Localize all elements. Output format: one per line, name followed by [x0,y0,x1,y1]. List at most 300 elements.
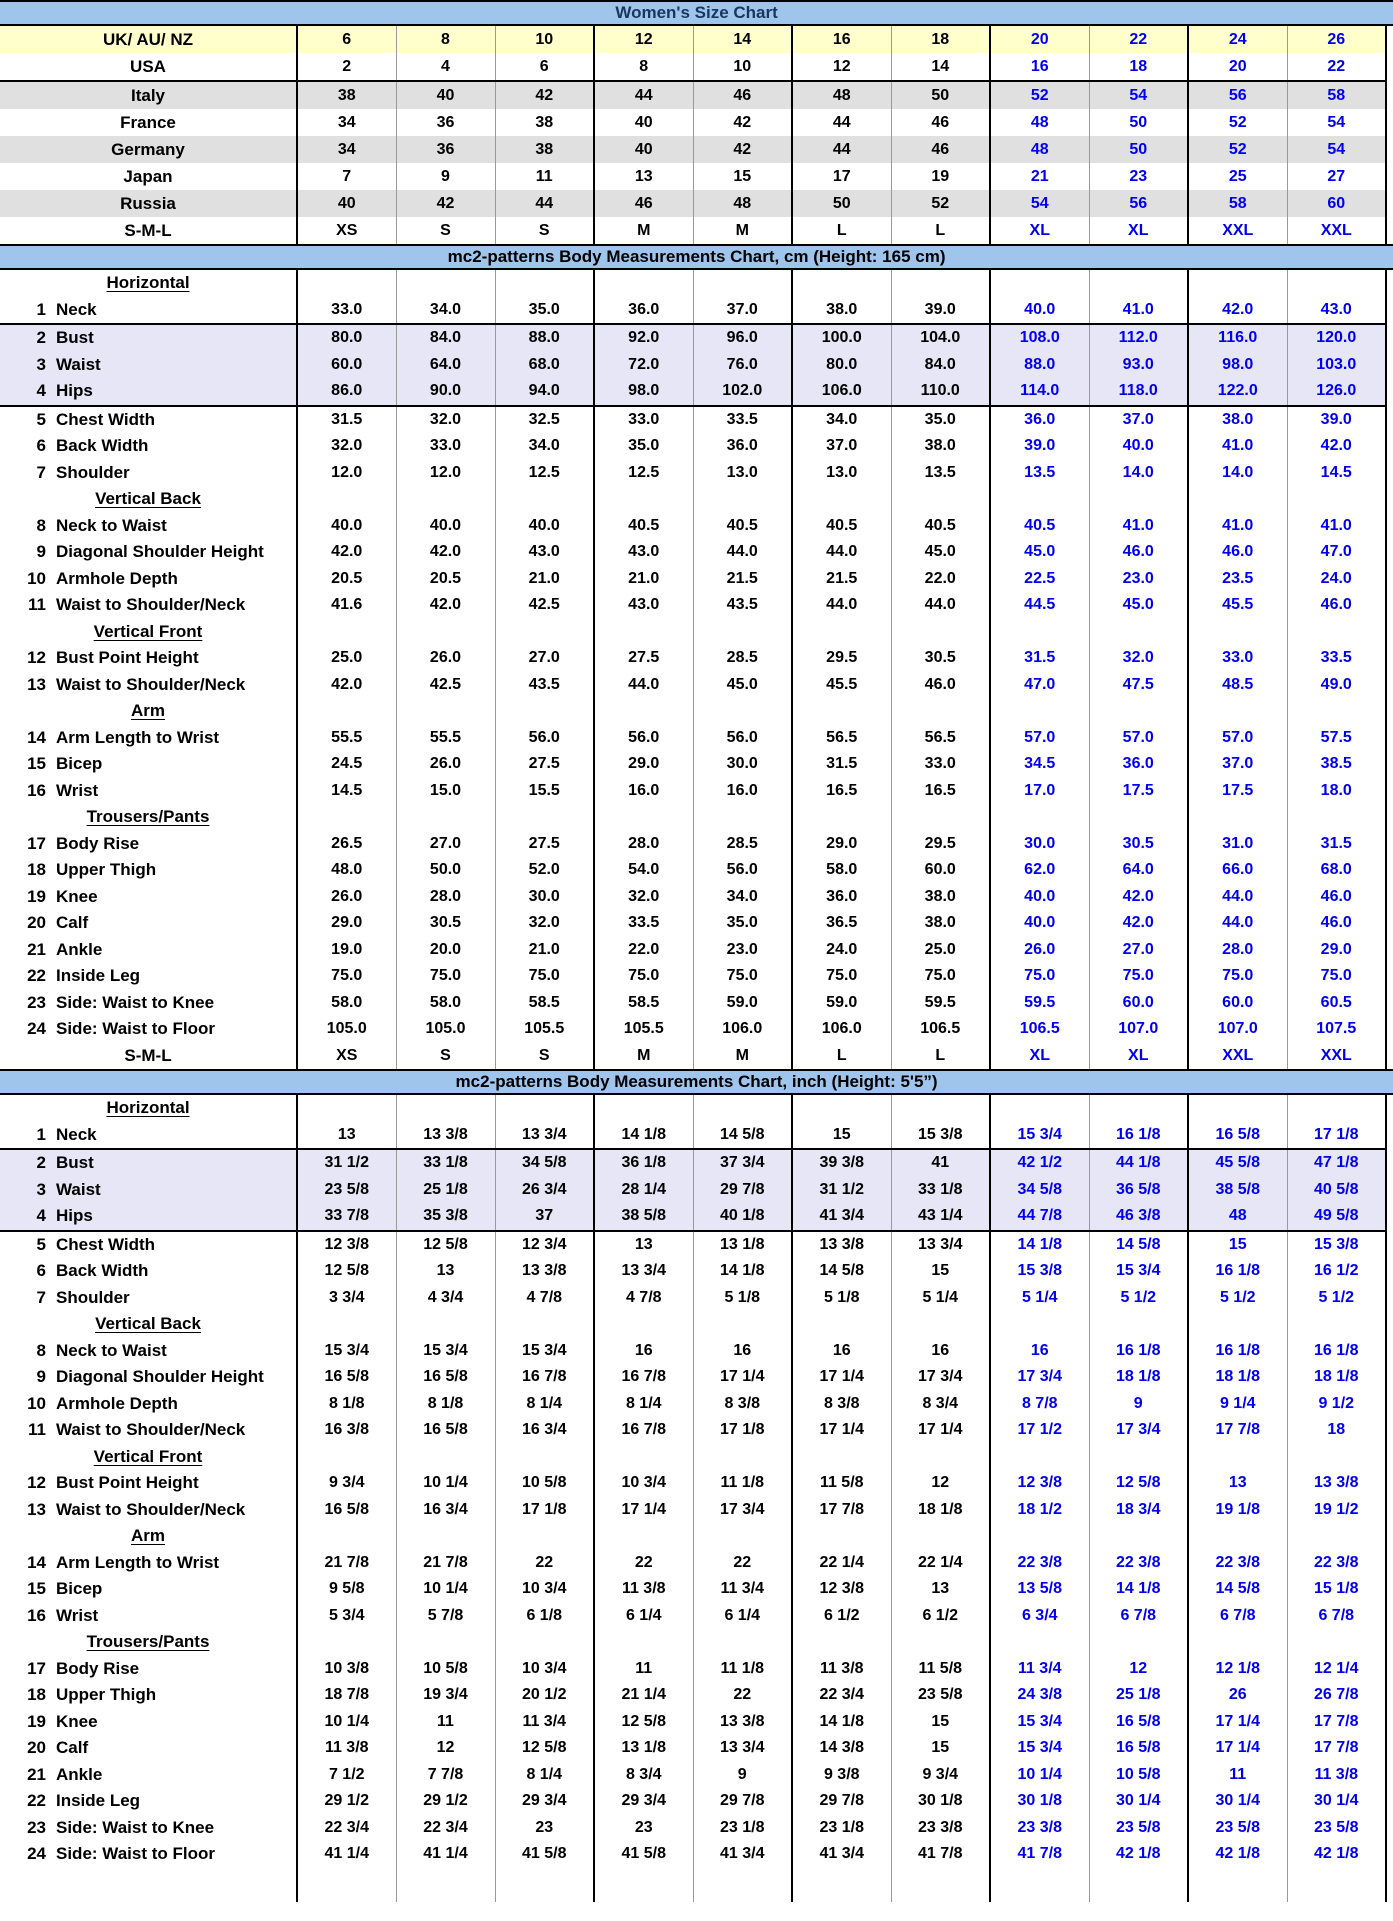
table-cell: 13 3/4 [594,1258,693,1285]
table-cell [1287,269,1386,297]
table-cell: 41 1/4 [396,1841,495,1868]
table-cell: 60.0 [891,857,990,884]
table-cell: 44 [792,136,891,163]
table-cell: 30.0 [990,831,1089,858]
table-cell: 22 3/8 [1089,1550,1188,1577]
table-cell: 33.0 [891,751,990,778]
table-cell [693,804,792,831]
table-cell: 29.0 [792,831,891,858]
table-cell: XXL [1188,1043,1287,1071]
table-cell: 42.0 [1089,884,1188,911]
table-cell [594,1444,693,1471]
row-number: 16 [27,780,46,800]
table-cell: 32.5 [495,406,594,434]
table-cell: 14 3/8 [792,1735,891,1762]
table-cell: 26.5 [297,831,396,858]
table-cell: 6 [495,53,594,81]
table-cell: 44 7/8 [990,1203,1089,1231]
table-cell [990,698,1089,725]
edge-cell [1386,1364,1393,1391]
table-cell: 52 [990,81,1089,109]
table-cell [396,486,495,513]
table-cell: 100.0 [792,324,891,352]
table-cell: 12 5/8 [594,1709,693,1736]
section-heading: Vertical Front [93,621,203,641]
table-cell [1188,619,1287,646]
table-cell: 5 7/8 [396,1603,495,1630]
row-label-text: Bicep [56,754,103,774]
table-cell: 14.5 [1287,460,1386,487]
table-cell: 11 5/8 [891,1656,990,1683]
table-cell: XS [297,1043,396,1071]
table-cell [396,804,495,831]
edge-cell [1386,1470,1393,1497]
table-cell: 14 1/8 [792,1709,891,1736]
table-cell: 23 5/8 [1287,1815,1386,1842]
table-cell: 120.0 [1287,324,1386,352]
table-cell: 28 1/4 [594,1177,693,1204]
cm-measurement-row [0,324,1393,352]
table-cell: 29 7/8 [693,1177,792,1204]
border-stub-row [0,1868,1393,1902]
row-label-text: Calf [56,1738,89,1758]
table-cell: 36.0 [594,297,693,325]
edge-cell [1386,1311,1393,1338]
inch-measurement-row [0,1841,1393,1868]
cm-measurement-row [0,460,1393,487]
table-cell: 16 [990,53,1089,81]
table-cell: 80.0 [297,324,396,352]
inch-measurement-row [0,1149,1393,1177]
table-cell [297,698,396,725]
table-cell [594,1523,693,1550]
row-label-text: Calf [56,913,89,933]
table-cell: 55.5 [297,725,396,752]
table-cell: 40 [594,136,693,163]
edge-cell [1386,831,1393,858]
table-cell: 13 3/8 [792,1231,891,1259]
edge-cell [1386,378,1393,406]
row-label [0,1122,297,1150]
row-label [0,1762,297,1789]
table-cell [693,1094,792,1122]
table-cell: 36.0 [792,884,891,911]
group-heading-row [0,486,1393,513]
table-cell: 12 5/8 [396,1231,495,1259]
row-number: 15 [27,1579,46,1599]
table-cell: 21.0 [594,566,693,593]
table-cell: 80.0 [792,352,891,379]
table-cell: 30.0 [693,751,792,778]
row-number: 14 [27,1552,46,1572]
table-cell: 14 5/8 [1089,1231,1188,1259]
row-label [0,539,297,566]
table-cell: 42 1/2 [990,1149,1089,1177]
row-label-text: Armhole Depth [56,568,178,588]
row-label [0,619,297,646]
table-cell: 22 3/8 [1287,1550,1386,1577]
table-cell: 75.0 [891,963,990,990]
table-cell: 22 1/4 [792,1550,891,1577]
table-cell: 41.0 [1188,433,1287,460]
table-cell: 112.0 [1089,324,1188,352]
table-cell [891,269,990,297]
size-chart-body [0,1,1393,1902]
table-cell: 42.0 [1089,910,1188,937]
table-cell: 16.0 [693,778,792,805]
table-cell: 52.0 [495,857,594,884]
table-cell: 42.5 [396,672,495,699]
table-cell: 16 1/8 [1188,1338,1287,1365]
table-cell: 72.0 [594,352,693,379]
table-cell: 41 5/8 [495,1841,594,1868]
table-cell: 15 [792,1122,891,1150]
table-cell: 6 1/2 [792,1603,891,1630]
table-cell [297,486,396,513]
table-cell: 45 5/8 [1188,1149,1287,1177]
table-cell: 8 [594,53,693,81]
edge-cell [1386,1177,1393,1204]
table-cell: 13.0 [792,460,891,487]
table-cell: 17.0 [990,778,1089,805]
table-cell: 19.0 [297,937,396,964]
table-cell [495,1444,594,1471]
table-cell [1089,804,1188,831]
edge-cell [1386,963,1393,990]
row-number: 6 [36,1261,46,1281]
table-cell: 114.0 [990,378,1089,406]
table-cell: 2 [297,53,396,81]
row-label: Italy [0,81,297,109]
table-cell: 116.0 [1188,324,1287,352]
table-cell: 46.0 [1287,592,1386,619]
row-number: 23 [27,992,46,1012]
table-cell: 23 3/8 [990,1815,1089,1842]
table-cell: 56 [1188,81,1287,109]
row-label: S-M-L [0,217,297,245]
row-label [0,857,297,884]
edge-cell [1386,1203,1393,1231]
table-cell [297,804,396,831]
table-cell: 29.0 [594,751,693,778]
table-cell: 46.0 [1287,910,1386,937]
row-label-text: Diagonal Shoulder Height [56,542,264,562]
table-cell: 35.0 [891,406,990,434]
table-cell: 22.5 [990,566,1089,593]
cm-measurement-row [0,910,1393,937]
row-number: 2 [36,328,46,348]
table-cell: 20.0 [396,937,495,964]
table-cell: 43.0 [594,592,693,619]
table-cell [792,1523,891,1550]
table-cell: 76.0 [693,352,792,379]
table-cell [1287,1868,1386,1902]
table-cell: 64.0 [1089,857,1188,884]
table-cell: 28.5 [693,645,792,672]
table-cell [891,1094,990,1122]
row-label [0,1311,297,1338]
table-cell: 16 5/8 [1089,1735,1188,1762]
table-cell: 60.0 [1188,990,1287,1017]
table-cell: 17 7/8 [792,1497,891,1524]
cm-title-band [0,245,1393,269]
row-label-text: Diagonal Shoulder Height [56,1367,264,1387]
table-cell [1287,1523,1386,1550]
table-cell: XXL [1287,217,1386,245]
table-cell: 10 [693,53,792,81]
row-number: 2 [36,1153,46,1173]
table-cell [792,804,891,831]
edge-cell [1386,109,1393,136]
table-cell [396,269,495,297]
table-cell: 18 [1089,53,1188,81]
row-label: Japan [0,163,297,190]
table-cell: 41 7/8 [891,1841,990,1868]
table-cell: 41 7/8 [990,1841,1089,1868]
table-cell: 23 5/8 [1188,1815,1287,1842]
table-cell: 14 1/8 [1089,1576,1188,1603]
group-heading-row [0,269,1393,297]
row-label [0,1603,297,1630]
table-cell: 26.0 [297,884,396,911]
table-cell: 16 [792,25,891,53]
table-cell: 17 1/4 [891,1417,990,1444]
table-cell: 38.0 [891,910,990,937]
row-label [0,1788,297,1815]
table-cell: 23 3/8 [891,1815,990,1842]
table-cell: 9 1/2 [1287,1391,1386,1418]
table-cell: 44 1/8 [1089,1149,1188,1177]
table-cell: 25.0 [297,645,396,672]
edge-cell [1386,1550,1393,1577]
table-cell: 8 1/8 [396,1391,495,1418]
table-cell: 16 1/2 [1287,1258,1386,1285]
table-cell: 50 [1089,109,1188,136]
table-cell: 44.0 [792,592,891,619]
row-label [0,937,297,964]
cm-measurement-row [0,539,1393,566]
row-number: 21 [27,939,46,959]
edge-cell [1386,1122,1393,1150]
table-cell: 14 1/8 [594,1122,693,1150]
table-cell: 26.0 [990,937,1089,964]
table-cell: 27.0 [396,831,495,858]
table-cell: XL [1089,217,1188,245]
group-heading-row [0,1094,1393,1122]
conversion-row [0,190,1393,217]
table-cell: 9 5/8 [297,1576,396,1603]
row-label-text: Neck to Waist [56,1340,167,1360]
row-label [0,1391,297,1418]
table-cell [297,1444,396,1471]
row-label-text: Body Rise [56,833,140,853]
table-cell: 46 3/8 [1089,1203,1188,1231]
edge-cell [1386,25,1393,53]
table-cell: 75.0 [693,963,792,990]
table-cell: 14.0 [1089,460,1188,487]
row-number: 9 [36,542,46,562]
table-cell [1287,804,1386,831]
table-cell: 12 [792,53,891,81]
table-cell: 17.5 [1188,778,1287,805]
table-cell [1188,1629,1287,1656]
table-cell: 44.0 [792,539,891,566]
table-cell: 23 [594,1815,693,1842]
edge-cell [1386,1231,1393,1259]
edge-cell [1386,1815,1393,1842]
table-cell: 22.0 [594,937,693,964]
table-cell [396,1094,495,1122]
table-cell: 16 3/8 [297,1417,396,1444]
section-heading: Horizontal [106,1098,190,1118]
table-cell: 36 1/8 [594,1149,693,1177]
row-label: France [0,109,297,136]
table-cell [990,804,1089,831]
table-cell: 32.0 [1089,645,1188,672]
table-cell: 16 7/8 [594,1364,693,1391]
table-cell: 107.0 [1188,1016,1287,1043]
table-cell: 22.0 [891,566,990,593]
table-cell: 50 [1089,136,1188,163]
table-cell: 15 3/4 [990,1709,1089,1736]
table-cell: 21 1/4 [594,1682,693,1709]
table-cell: 10 1/4 [297,1709,396,1736]
table-cell: 105.5 [495,1016,594,1043]
table-cell: 11 3/4 [990,1656,1089,1683]
table-cell [792,269,891,297]
table-cell: 13 [594,1231,693,1259]
table-cell: 59.0 [792,990,891,1017]
table-cell: 57.0 [1089,725,1188,752]
row-label [0,725,297,752]
table-cell: 29 7/8 [693,1788,792,1815]
table-cell: 34.5 [990,751,1089,778]
table-cell: 50 [891,81,990,109]
table-cell: 6 1/2 [891,1603,990,1630]
table-cell [594,1311,693,1338]
section-heading: Vertical Back [95,489,201,509]
table-cell: 36.0 [1089,751,1188,778]
table-cell: 43.0 [495,539,594,566]
table-cell: 47.0 [1287,539,1386,566]
table-cell: 98.0 [594,378,693,406]
table-cell: 40.0 [396,513,495,540]
row-number: 7 [36,462,46,482]
inch-measurement-row [0,1231,1393,1259]
table-cell: 13.5 [990,460,1089,487]
table-cell: 26 [1188,1682,1287,1709]
table-cell: 6 1/4 [693,1603,792,1630]
table-cell: 30 1/4 [1089,1788,1188,1815]
table-cell: 45.5 [1188,592,1287,619]
table-cell: 75.0 [1089,963,1188,990]
table-cell [396,1629,495,1656]
table-cell: 7 [297,163,396,190]
inch-measurement-row [0,1258,1393,1285]
table-cell [693,1523,792,1550]
inch-measurement-row [0,1177,1393,1204]
table-cell: 44.0 [891,592,990,619]
table-cell: 5 1/8 [792,1285,891,1312]
table-cell: 17 1/2 [990,1417,1089,1444]
table-cell: 10 5/8 [396,1656,495,1683]
row-label [0,1523,297,1550]
table-cell: L [891,217,990,245]
table-cell: XXL [1287,1043,1386,1071]
table-cell: 12 3/8 [297,1231,396,1259]
table-cell: 58.5 [495,990,594,1017]
table-cell: 88.0 [990,352,1089,379]
table-cell: 31.5 [792,751,891,778]
table-cell: M [693,217,792,245]
table-cell: 48.0 [297,857,396,884]
table-cell: 17 3/4 [1089,1417,1188,1444]
table-cell [1287,1444,1386,1471]
table-cell: 44.0 [594,672,693,699]
table-cell: 17 3/4 [990,1364,1089,1391]
table-cell: 28.0 [396,884,495,911]
table-cell: 24 [1188,25,1287,53]
table-cell: 40.5 [792,513,891,540]
table-cell: 106.5 [990,1016,1089,1043]
table-cell: 60.5 [1287,990,1386,1017]
row-label-text: Inside Leg [56,1791,141,1811]
row-label [0,804,297,831]
table-cell [891,1868,990,1902]
table-cell: 13 1/8 [693,1231,792,1259]
row-number: 5 [36,409,46,429]
table-cell: 50 [792,190,891,217]
table-cell: 49 5/8 [1287,1203,1386,1231]
table-cell: 4 [396,53,495,81]
table-cell: 13 [891,1576,990,1603]
table-cell: XL [1089,1043,1188,1071]
table-cell: 18.0 [1287,778,1386,805]
table-cell: 108.0 [990,324,1089,352]
table-cell: 10 [495,25,594,53]
table-cell: 21 7/8 [297,1550,396,1577]
row-label-text: Bust Point Height [56,648,199,668]
table-cell [891,698,990,725]
row-number: 7 [36,1287,46,1307]
table-cell [990,1444,1089,1471]
row-label-text: Upper Thigh [56,1685,157,1705]
table-cell: 36.0 [990,406,1089,434]
table-cell: 16 [693,1338,792,1365]
table-cell: 29 1/2 [396,1788,495,1815]
table-cell [1287,1094,1386,1122]
row-number: 6 [36,436,46,456]
row-label [0,1094,297,1122]
table-cell [693,619,792,646]
row-label-text: Knee [56,1711,98,1731]
row-label [0,884,297,911]
table-cell [1188,1094,1287,1122]
table-cell: 15 [891,1735,990,1762]
table-cell: 15.5 [495,778,594,805]
table-cell: 12 5/8 [1089,1470,1188,1497]
table-cell: 57.0 [1188,725,1287,752]
table-cell: 37 3/4 [693,1149,792,1177]
edge-cell [1386,513,1393,540]
row-label [0,486,297,513]
table-cell [1089,1523,1188,1550]
table-cell: 46 [594,190,693,217]
table-cell: 20.5 [297,566,396,593]
table-cell [693,1311,792,1338]
table-cell: 40 [594,109,693,136]
inch-title-band [0,1070,1393,1094]
